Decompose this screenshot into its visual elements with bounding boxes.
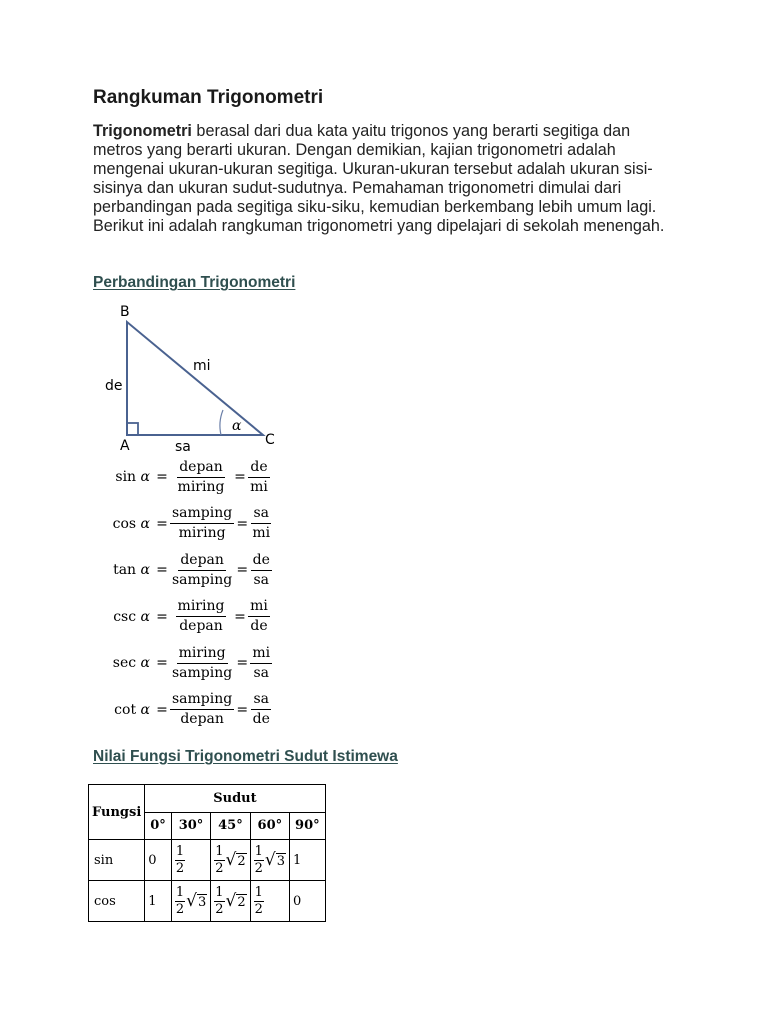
fraction-numerator: 1 — [175, 884, 185, 900]
formula-row — [93, 454, 353, 501]
fraction-denominator: 2 — [254, 901, 263, 917]
plain-value: 0 — [148, 852, 157, 868]
formula-function — [93, 609, 154, 625]
formula-fn-name: csc — [113, 608, 137, 625]
symbol-fraction — [250, 645, 272, 682]
formula-row — [93, 687, 353, 734]
word-fraction — [170, 645, 234, 682]
value-cell — [290, 881, 326, 922]
fraction-numerator: de — [251, 552, 272, 571]
fraction-numerator: 1 — [215, 884, 224, 900]
value-cell — [250, 881, 289, 922]
fraction-denominator: 2 — [175, 860, 185, 876]
symbol-fraction — [248, 459, 270, 496]
right-triangle-diagram — [93, 302, 293, 452]
trig-ratio-formulas — [93, 454, 353, 733]
formula-row — [93, 640, 353, 687]
fraction-denominator: samping — [172, 664, 233, 681]
document-page — [92, 84, 683, 917]
fraction-numerator: mi — [250, 645, 272, 664]
value-fraction — [254, 885, 264, 918]
row-function-label: sin — [89, 840, 145, 881]
formula-fn-name: sec — [112, 655, 137, 672]
triangle-shape — [127, 322, 263, 435]
fraction-denominator: 2 — [215, 901, 224, 917]
fraction-numerator: sa — [251, 691, 271, 710]
radicand: 2 — [237, 895, 246, 910]
fraction-denominator: miring — [178, 525, 226, 542]
formula-fn-name: cos — [112, 515, 137, 532]
equals-sign: = — [156, 655, 168, 672]
fraction-denominator: depan — [179, 618, 223, 635]
intro-text: berasal dari dua kata yaitu trigonos yang berarti segitiga dan metros yang berarti ukuran. Dengan demikian, kajian trigonometri adalah mengenai ukuran-ukuran segitiga. Ukuran-ukuran tersebut adalah ukuran sisi-sisinya dan ukuran sudut-sudutnya. Pemahaman trigonometri dimulai dari perbandingan pada segitiga siku-siku, kemudian berkembang lebih umum lagi. Berikut ini adalah rangkuman trigonometri yang dipelajari di sekolah menengah. — [93, 122, 665, 236]
formula-var: α — [140, 608, 150, 625]
fraction-denominator: 2 — [215, 860, 224, 876]
word-fraction — [170, 505, 234, 542]
row-function-label: cos — [89, 881, 145, 922]
fraction-denominator: sa — [253, 664, 269, 681]
table-header-fungsi: Fungsi — [89, 785, 145, 840]
value-cell — [145, 840, 172, 881]
formula-function — [93, 516, 154, 532]
fraction-numerator: de — [248, 459, 269, 478]
table-row — [89, 881, 326, 922]
formula-var: α — [140, 562, 150, 579]
triangle-svg — [93, 302, 293, 452]
fraction-numerator: samping — [170, 691, 234, 710]
value-fraction — [175, 885, 185, 918]
fraction-denominator: sa — [253, 571, 269, 588]
formula-function — [93, 655, 154, 671]
fraction-denominator: depan — [180, 711, 224, 728]
equals-sign: = — [234, 608, 246, 625]
fraction-denominator: miring — [177, 478, 225, 495]
heading-nilai-fungsi[interactable]: Nilai Fungsi Trigonometri Sudut Istimewa — [93, 748, 398, 765]
formula-function — [93, 562, 154, 578]
formula-fn-name: sin — [115, 469, 137, 486]
symbol-fraction — [250, 505, 272, 542]
special-angle-table — [88, 784, 326, 922]
equals-sign: = — [236, 701, 249, 718]
radicand: 2 — [237, 854, 246, 869]
value-fraction — [175, 844, 185, 877]
angle-header-cell: 90° — [290, 812, 326, 840]
symbol-fraction — [250, 552, 272, 589]
equals-sign: = — [236, 515, 249, 532]
plain-value: 1 — [148, 893, 157, 909]
equals-sign: = — [156, 515, 168, 532]
page-title: Rangkuman Trigonometri — [93, 87, 324, 108]
value-fraction — [214, 885, 224, 918]
fraction-numerator: mi — [248, 598, 270, 617]
formula-fn-name: cot — [114, 701, 137, 718]
vertex-c-label: C — [265, 432, 275, 448]
equals-sign: = — [156, 701, 168, 718]
angle-header-cell: 0° — [145, 812, 172, 840]
value-fraction — [254, 844, 264, 877]
vertex-a-label: A — [120, 438, 130, 452]
angle-header-cell: 60° — [250, 812, 289, 840]
value-cell — [211, 840, 250, 881]
equals-sign: = — [236, 562, 249, 579]
equals-sign: = — [156, 469, 168, 486]
plain-value: 1 — [293, 852, 302, 868]
word-fraction — [170, 598, 232, 635]
fraction-numerator: 1 — [215, 843, 224, 859]
formula-row — [93, 501, 353, 548]
fraction-numerator: 1 — [254, 843, 263, 859]
square-root: √2 — [225, 850, 246, 870]
table-row — [89, 840, 326, 881]
equals-sign: = — [236, 655, 249, 672]
symbol-fraction — [250, 691, 272, 728]
formula-row — [93, 594, 353, 641]
fraction-numerator: depan — [177, 459, 225, 478]
formula-var: α — [140, 701, 150, 718]
word-fraction — [170, 552, 234, 589]
fraction-numerator: samping — [170, 505, 234, 524]
side-de-label: de — [105, 378, 123, 394]
fraction-numerator: 1 — [254, 884, 263, 900]
plain-value: 0 — [293, 893, 302, 909]
word-fraction — [170, 691, 234, 728]
fraction-numerator: miring — [176, 598, 227, 617]
value-cell — [250, 840, 289, 881]
value-fraction — [214, 844, 224, 877]
formula-var: α — [140, 655, 150, 672]
intro-bold-term: Trigonometri — [93, 122, 192, 140]
fraction-numerator: sa — [251, 505, 271, 524]
square-root: √3 — [186, 891, 207, 911]
fraction-denominator: 2 — [175, 901, 185, 917]
value-cell — [145, 881, 172, 922]
radicand: 3 — [197, 895, 207, 910]
radicand: 3 — [276, 854, 286, 869]
fraction-numerator: depan — [178, 552, 226, 571]
word-fraction — [170, 459, 232, 496]
fraction-denominator: mi — [252, 525, 271, 542]
formula-function — [93, 469, 154, 485]
right-angle-mark — [127, 423, 138, 435]
equals-sign: = — [234, 469, 246, 486]
fraction-numerator: miring — [177, 645, 228, 664]
fraction-denominator: samping — [172, 571, 233, 588]
equals-sign: = — [156, 608, 168, 625]
heading-perbandingan-trigonometri[interactable]: Perbandingan Trigonometri — [93, 274, 296, 291]
formula-var: α — [140, 469, 150, 486]
square-root: √3 — [264, 850, 286, 870]
intro-paragraph — [93, 122, 683, 237]
fraction-denominator: de — [250, 618, 268, 635]
table-body — [89, 840, 326, 922]
angle-alpha-label: α — [232, 418, 242, 434]
value-cell — [171, 881, 210, 922]
angle-arc — [220, 410, 223, 435]
symbol-fraction — [248, 598, 270, 635]
vertex-b-label: B — [120, 304, 130, 320]
fraction-denominator: mi — [250, 478, 268, 495]
formula-row — [93, 547, 353, 594]
angle-header-cell: 45° — [211, 812, 250, 840]
formula-fn-name: tan — [113, 562, 137, 579]
equals-sign: = — [156, 562, 168, 579]
square-root: √2 — [225, 891, 246, 911]
formula-function — [93, 702, 154, 718]
fraction-denominator: de — [252, 711, 270, 728]
fraction-denominator: 2 — [254, 860, 263, 876]
angle-header-cell: 30° — [171, 812, 210, 840]
side-mi-label: mi — [193, 358, 211, 374]
value-cell — [171, 840, 210, 881]
table-header-sudut: Sudut — [145, 785, 325, 813]
value-cell — [290, 840, 326, 881]
side-sa-label: sa — [175, 439, 191, 452]
value-cell — [211, 881, 250, 922]
fraction-numerator: 1 — [175, 843, 185, 859]
formula-var: α — [140, 515, 150, 532]
